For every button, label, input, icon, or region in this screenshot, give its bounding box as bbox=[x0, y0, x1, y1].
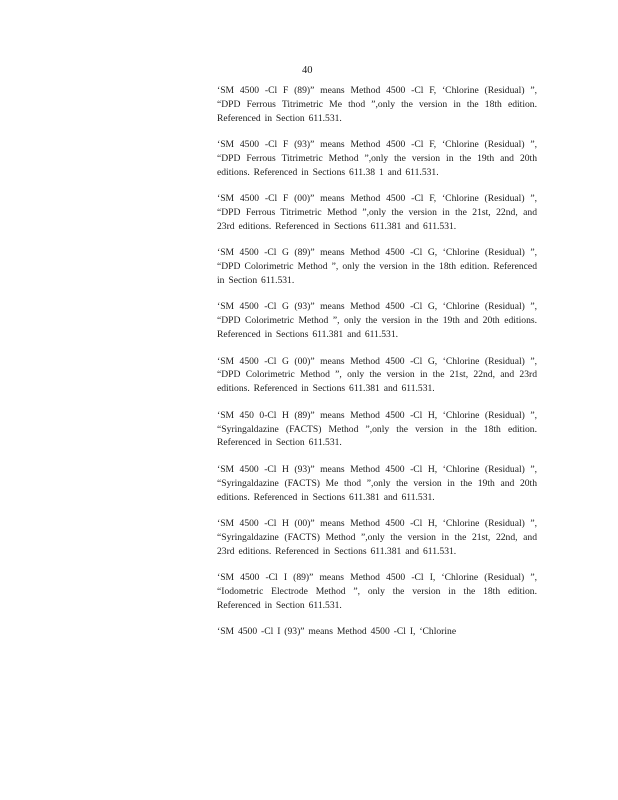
definition-paragraph: ‘SM 4500 -Cl G (93)” means Method 4500 -Cl G, ‘Chlorine (Residual) ”, “DPD Colorimetric Method ”, only the version in the 19th and 20th editions. Referenced in Sections 611.381 and 611.531. bbox=[217, 301, 537, 341]
definition-paragraph: ‘SM 450 0-Cl H (89)” means Method 4500 -Cl H, ‘Chlorine (Residual) ”, “Syringaldazine (FACTS) Method ”,only the version in the 18th edition. Referenced in Section 611.531. bbox=[217, 409, 537, 449]
definition-paragraph: ‘SM 4500 -Cl H (93)” means Method 4500 -Cl H, ‘Chlorine (Residual) ”, “Syringaldazine (FACTS) Me thod ”,only the version in the 19th and 20th editions. Referenced in Sections 611.381 and 611.531. bbox=[217, 463, 537, 503]
page-number: 40 bbox=[302, 65, 313, 76]
definition-paragraph: ‘SM 4500 -Cl F (00)” means Method 4500 -Cl F, ‘Chlorine (Residual) ”, “DPD Ferrous Titrimetric Method ”,only the version in the 21st, 22nd, and 23rd editions. Referenced in Sections 611.381 and 611.531. bbox=[217, 193, 537, 233]
document-body bbox=[217, 84, 537, 639]
definition-paragraph: ‘SM 4500 -Cl F (89)” means Method 4500 -Cl F, ‘Chlorine (Residual) ”, “DPD Ferrous Titrimetric Me thod ”,only the version in the 18th edition. Referenced in Section 611.531. bbox=[217, 85, 537, 124]
definition-paragraph: ‘SM 4500 -Cl H (00)” means Method 4500 -Cl H, ‘Chlorine (Residual) ”, “Syringaldazine (FACTS) Method ”,only the version in the 21st, 22nd, and 23rd editions. Referenced in Sections 611.381 and 611.531. bbox=[217, 517, 537, 557]
definition-paragraph: ‘SM 4500 -Cl F (93)” means Method 4500 -Cl F, ‘Chlorine (Residual) ”, “DPD Ferrous Titrimetric Method ”,only the version in the 19th and 20th editions. Referenced in Sections 611.38 1 and 611.531. bbox=[217, 139, 537, 178]
definition-paragraph: ‘SM 4500 -Cl I (89)” means Method 4500 -Cl I, ‘Chlorine (Residual) ”, “Iodometric Electrode Method ”, only the version in the 18th edition. Referenced in Section 611.531. bbox=[217, 571, 537, 611]
definition-paragraph: ‘SM 4500 -Cl G (00)” means Method 4500 -Cl G, ‘Chlorine (Residual) ”, “DPD Colorimetric Method ”, only the version in the 21st, 22nd, and 23rd editions. Referenced in Sections 611.381 and 611.531. bbox=[217, 355, 537, 395]
definition-paragraph: ‘SM 4500 -Cl G (89)” means Method 4500 -Cl G, ‘Chlorine (Residual) ”, “DPD Colorimetric Method ”, only the version in the 18th edition. Referenced in Section 611.531. bbox=[217, 247, 537, 287]
definition-paragraph: ‘SM 4500 -Cl I (93)” means Method 4500 -Cl I, ‘Chlorine bbox=[217, 626, 457, 638]
